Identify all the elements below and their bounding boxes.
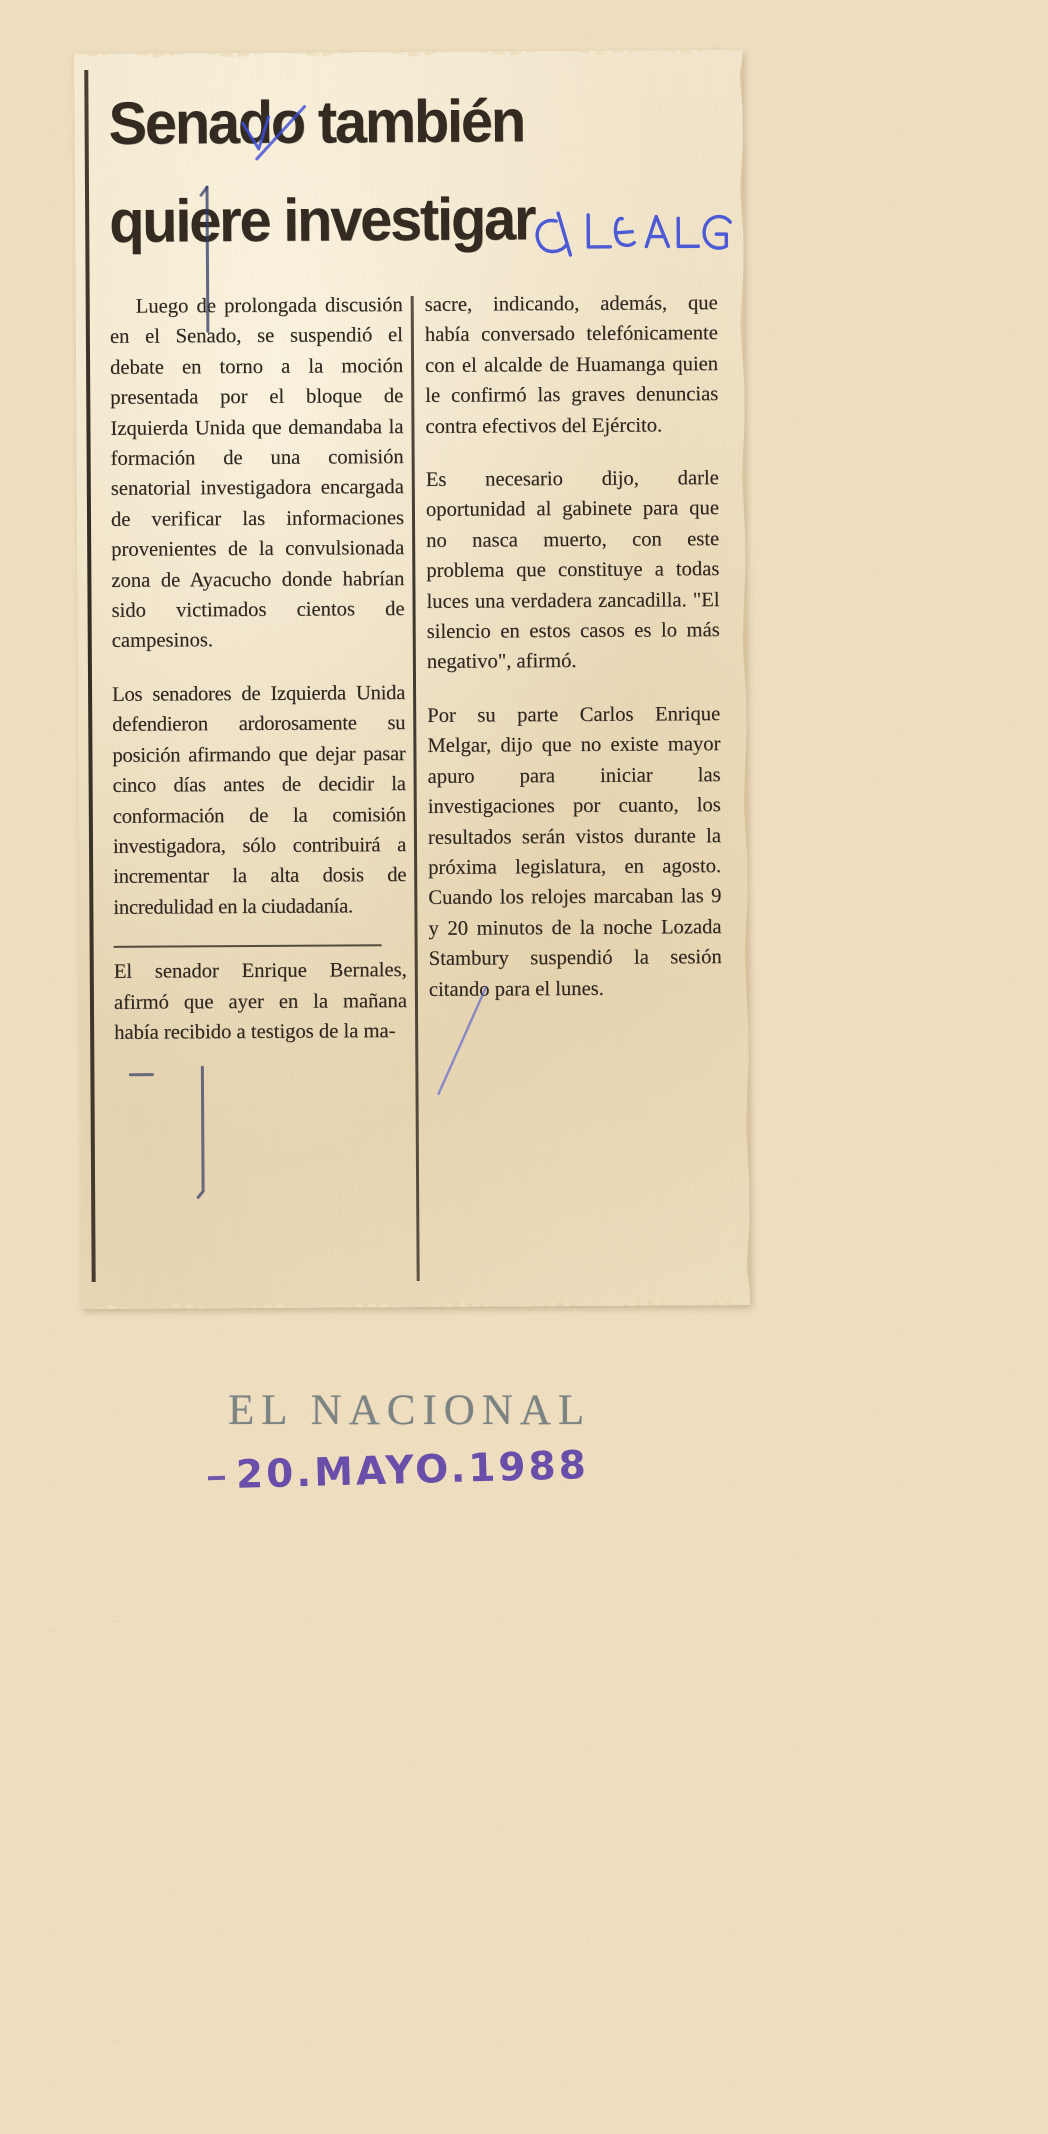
- column-rule-left-border: [84, 70, 95, 1282]
- article-column-right: [425, 288, 723, 1028]
- headline-line-1: Senado también: [108, 87, 525, 157]
- paragraph: Los senadores de Izquierda Unida defendieron ardorosamente su posición afirmando que dejar pasar cinco días antes de decidir la conformación de la comisión investigadora, sólo contribuirá a incrementar la alta dosis de incredulidad en la ciudadanía.: [112, 681, 407, 919]
- paragraph: Luego de prolongada discusión en el Senado, se suspendió el debate en torno a la moción presentada por el bloque de Izquierda Unida que demandaba la formación de una comisión senatorial investigadora encargada de verificar las informaciones provenientes de la convulsionada zona de Ayacucho donde habrían sido victimados cientos de campesinos.: [109, 294, 405, 653]
- headline-line-2: quiere investigar: [108, 185, 535, 255]
- paragraph-divider-rule: [114, 944, 382, 948]
- handwritten-date: 20.MAYO.1988: [235, 1443, 590, 1498]
- article-column-left: [110, 290, 408, 1071]
- paragraph: Es necesario dijo, darle oportunidad al gabinete para que no nasca muerto, con este problema que constituye a todas luces una verdadera zancadilla. "El silencio en estos casos es lo más negativo", afirmó.: [425, 467, 720, 674]
- paragraph: sacre, indicando, además, que había conversado telefónicamente con el alcalde de Huamanga quien le confirmó las graves denuncias contra efectivos del Ejército.: [424, 292, 719, 438]
- paragraph: Por su parte Carlos Enrique Melgar, dijo que no existe mayor apuro para iniciar las investigaciones por cuanto, los resultados serán vistos durante la próxima legislatura, en agosto. Cuando los relojes marcaban las 9 y 20 minutos de la noche Lozada Stambury suspendió la sesión citando para el lunes.: [427, 702, 722, 1001]
- article-body: [100, 288, 732, 1292]
- source-stamp: EL NACIONAL: [228, 1387, 592, 1434]
- date-dash-mark: [208, 1476, 225, 1481]
- paragraph: El senador Enrique Bernales, afirmó que ayer en la mañana había recibido a testigos de la ma-: [113, 959, 408, 1044]
- column-separator-rule: [411, 296, 420, 1281]
- headline: [108, 88, 729, 254]
- newspaper-clipping: [74, 50, 750, 1309]
